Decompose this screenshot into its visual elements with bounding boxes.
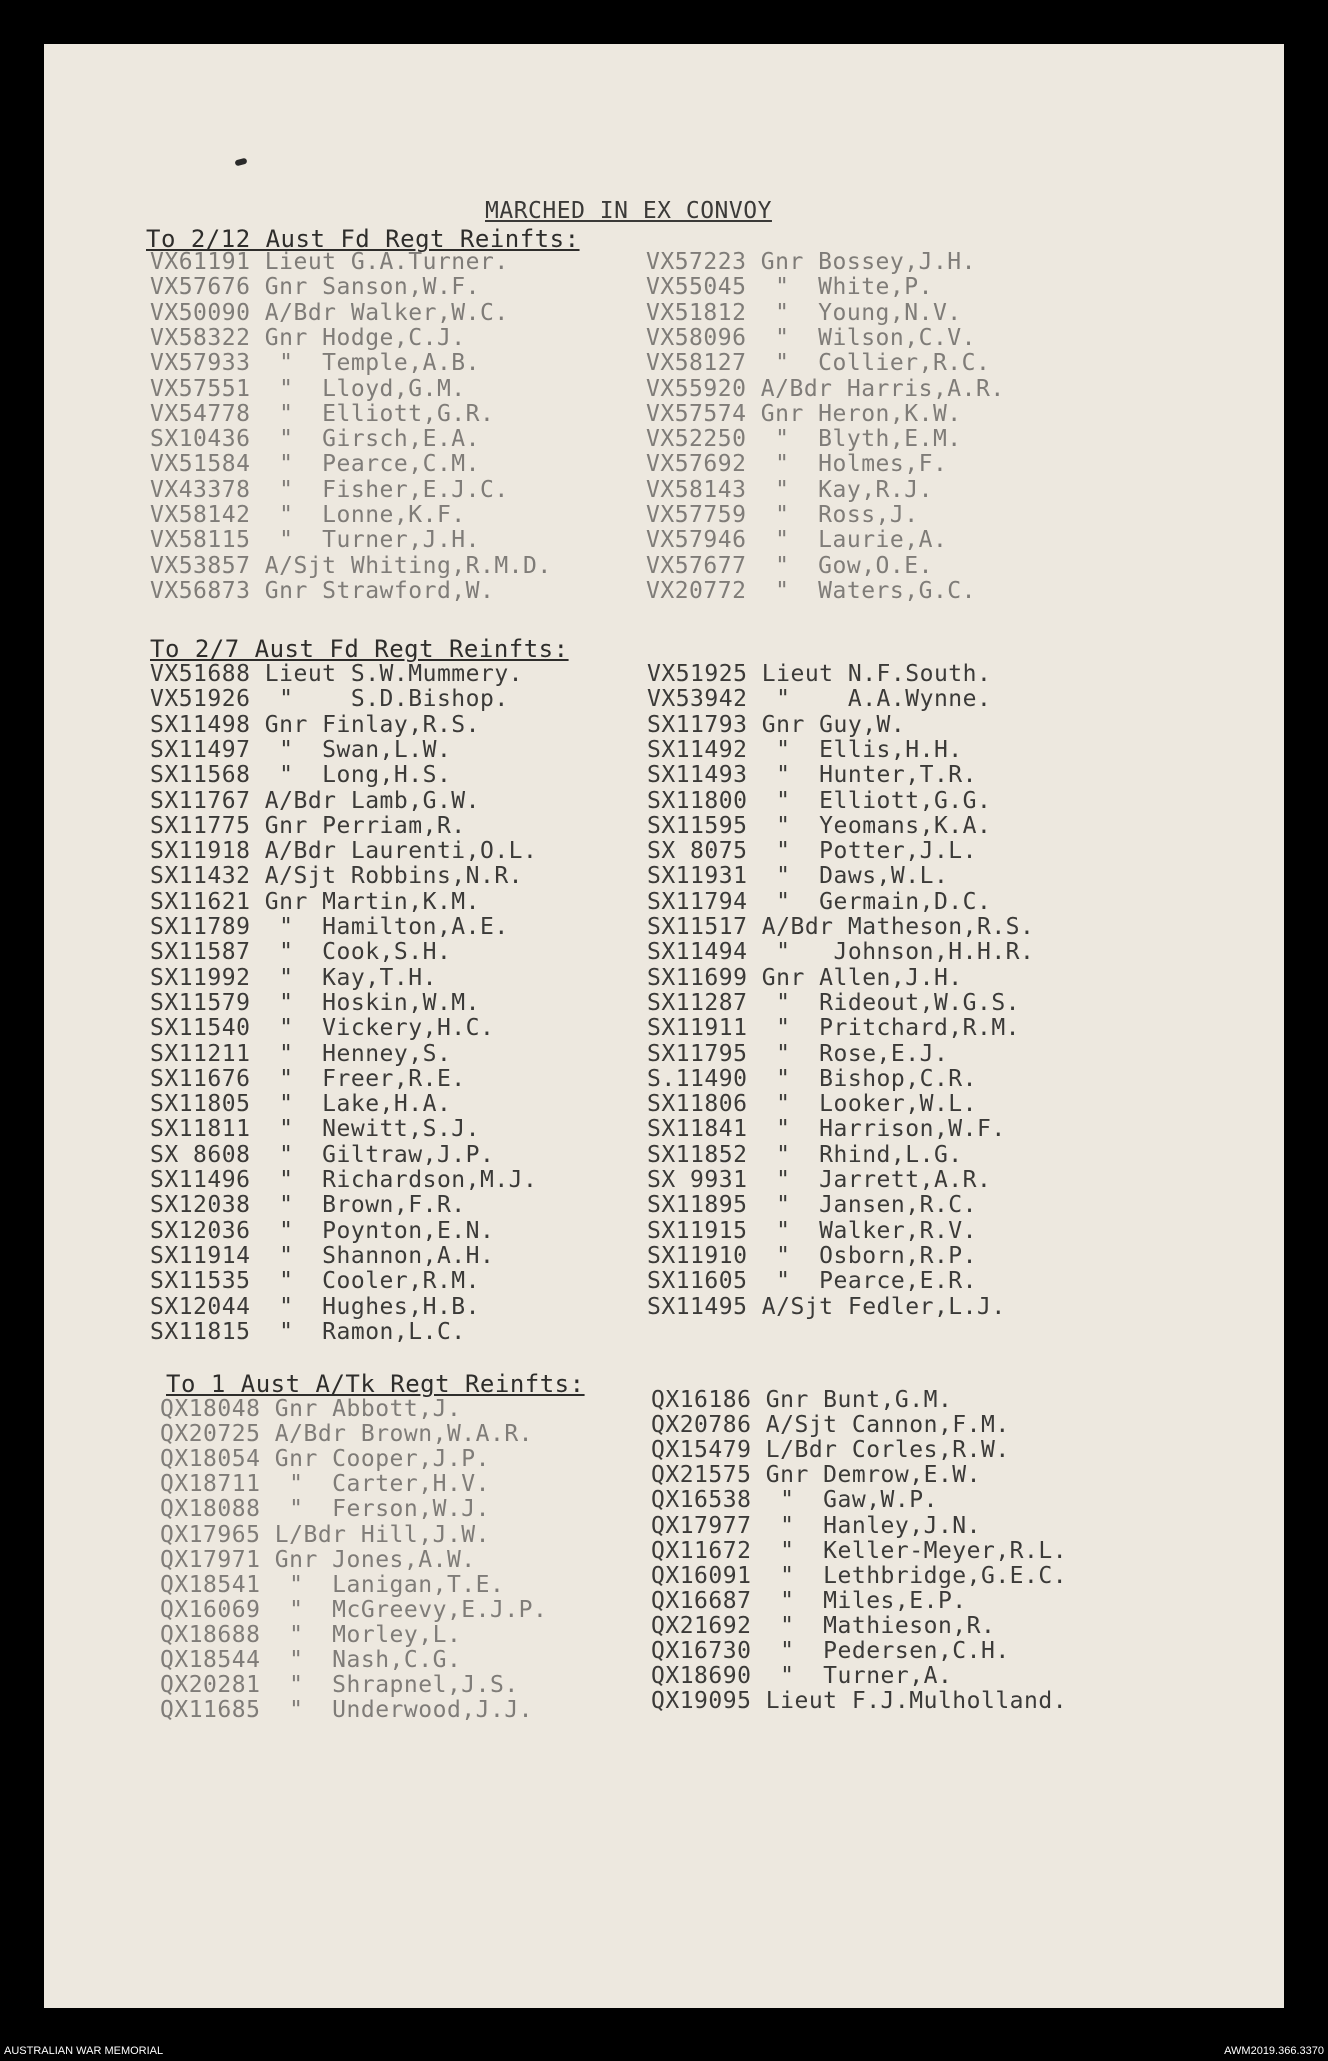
roster-entry: SX 8075 " Potter,J.L. bbox=[647, 838, 977, 865]
footer-bar bbox=[0, 2042, 1328, 2061]
roster-entry: VX57223 Gnr Bossey,J.H. bbox=[646, 249, 976, 275]
roster-entry: SX11767 A/Bdr Lamb,G.W. bbox=[150, 787, 480, 814]
roster-entry: QX18048 Gnr Abbott,J. bbox=[160, 1396, 462, 1422]
roster-entry: QX18544 " Nash,C.G. bbox=[160, 1647, 462, 1673]
roster-entry: SX11895 " Jansen,R.C. bbox=[647, 1192, 977, 1219]
roster-entry: VX52250 " Blyth,E.M. bbox=[646, 426, 962, 453]
roster-entry: SX11699 Gnr Allen,J.H. bbox=[647, 964, 963, 991]
roster-entry: QX18054 Gnr Cooper,J.P. bbox=[160, 1446, 490, 1473]
roster-entry: VX55045 " White,P. bbox=[646, 274, 933, 301]
roster-entry: VX57677 " Gow,O.E. bbox=[646, 552, 933, 579]
roster-entry: SX11914 " Shannon,A.H. bbox=[150, 1242, 495, 1269]
roster-entry: QX18690 " Turner,A. bbox=[651, 1663, 953, 1690]
roster-entry: VX51688 Lieut S.W.Mummery. bbox=[150, 661, 524, 687]
roster-entry: SX11211 " Henney,S. bbox=[150, 1040, 452, 1067]
roster-entry: SX11595 " Yeomans,K.A. bbox=[647, 812, 992, 839]
roster-entry: QX16730 " Pedersen,C.H. bbox=[651, 1638, 1010, 1664]
roster-entry: QX16538 " Gaw,W.P. bbox=[651, 1487, 938, 1514]
roster-entry: VX55920 A/Bdr Harris,A.R. bbox=[646, 375, 1005, 402]
roster-entry: QX21575 Gnr Demrow,E.W. bbox=[651, 1462, 981, 1489]
roster-entry: VX51584 " Pearce,C.M. bbox=[150, 451, 480, 478]
roster-entry: SX11540 " Vickery,H.C. bbox=[150, 1015, 495, 1042]
roster-entry: QX15479 L/Bdr Corles,R.W. bbox=[651, 1437, 1010, 1464]
footer-source: AUSTRALIAN WAR MEMORIAL bbox=[4, 2045, 164, 2057]
roster-entry: SX11493 " Hunter,T.R. bbox=[647, 762, 977, 789]
roster-entry: VX51926 " S.D.Bishop. bbox=[150, 686, 509, 713]
roster-entry: SX11605 " Pearce,E.R. bbox=[647, 1268, 977, 1295]
roster-entry: SX11492 " Ellis,H.H. bbox=[647, 736, 963, 763]
roster-entry: VX57692 " Holmes,F. bbox=[646, 451, 948, 478]
roster-entry: SX11535 " Cooler,R.M. bbox=[150, 1268, 480, 1295]
roster-entry: SX11805 " Lake,H.A. bbox=[150, 1091, 452, 1118]
roster-entry: SX11794 " Germain,D.C. bbox=[647, 888, 992, 915]
roster-entry: SX11915 " Walker,R.V. bbox=[647, 1217, 977, 1244]
roster-entry: VX58142 " Lonne,K.F. bbox=[150, 502, 466, 528]
roster-entry: QX19095 Lieut F.J.Mulholland. bbox=[651, 1688, 1068, 1715]
roster-entry: SX11931 " Daws,W.L. bbox=[647, 863, 949, 890]
roster-entry: SX11579 " Hoskin,W.M. bbox=[150, 989, 480, 1016]
roster-entry: SX11621 Gnr Martin,K.M. bbox=[150, 888, 480, 915]
roster-entry: SX11793 Gnr Guy,W. bbox=[647, 711, 906, 738]
roster-entry: SX10436 " Girsch,E.A. bbox=[150, 426, 480, 453]
roster-entry: SX12038 " Brown,F.R. bbox=[150, 1192, 466, 1219]
roster-entry: VX58322 Gnr Hodge,C.J. bbox=[150, 324, 466, 351]
ink-mark bbox=[234, 158, 247, 167]
footer-accession: AWM2019.366.3370 bbox=[1224, 2045, 1324, 2057]
roster-entry: SX11789 " Hamilton,A.E. bbox=[150, 914, 509, 940]
roster-entry: VX57551 " Lloyd,G.M. bbox=[150, 375, 466, 402]
roster-entry: SX11498 Gnr Finlay,R.S. bbox=[150, 711, 480, 738]
roster-entry: VX51925 Lieut N.F.South. bbox=[647, 661, 992, 687]
roster-entry: SX11775 Gnr Perriam,R. bbox=[150, 812, 466, 839]
roster-entry: SX 9931 " Jarrett,A.R. bbox=[647, 1167, 992, 1193]
roster-entry: VX58115 " Turner,J.H. bbox=[150, 527, 480, 554]
roster-entry: SX11432 A/Sjt Robbins,N.R. bbox=[150, 863, 524, 890]
roster-entry: QX16069 " McGreevy,E.J.P. bbox=[160, 1596, 548, 1623]
roster-entry: QX11672 " Keller-Meyer,R.L. bbox=[651, 1537, 1068, 1564]
roster-entry: QX20281 " Shrapnel,J.S. bbox=[160, 1672, 519, 1699]
roster-entry: QX21692 " Mathieson,R. bbox=[651, 1612, 996, 1639]
roster-entry: QX18711 " Carter,H.V. bbox=[160, 1471, 490, 1498]
roster-entry: QX17971 Gnr Jones,A.W. bbox=[160, 1546, 476, 1573]
roster-entry: QX18088 " Ferson,W.J. bbox=[160, 1496, 490, 1523]
roster-entry: QX18541 " Lanigan,T.E. bbox=[160, 1571, 505, 1598]
roster-entry: VX57676 Gnr Sanson,W.F. bbox=[150, 274, 480, 301]
roster-entry: SX11800 " Elliott,G.G. bbox=[647, 787, 992, 814]
roster-entry: QX20725 A/Bdr Brown,W.A.R. bbox=[160, 1421, 534, 1448]
roster-entry: VX56873 Gnr Strawford,W. bbox=[150, 577, 495, 604]
roster-entry: QX16186 Gnr Bunt,G.M. bbox=[651, 1387, 953, 1413]
roster-entry: SX11852 " Rhind,L.G. bbox=[647, 1141, 963, 1168]
roster-entry: SX12036 " Poynton,E.N. bbox=[150, 1217, 495, 1244]
roster-entry: QX16687 " Miles,E.P. bbox=[651, 1587, 967, 1614]
roster-entry: SX11841 " Harrison,W.F. bbox=[647, 1116, 1006, 1143]
section-heading: To 2/12 Aust Fd Regt Reinfts: bbox=[146, 225, 580, 253]
roster-entry: SX12044 " Hughes,H.B. bbox=[150, 1293, 480, 1320]
roster-entry: VX20772 " Waters,G.C. bbox=[646, 577, 976, 604]
roster-entry: VX54778 " Elliott,G.R. bbox=[150, 400, 495, 427]
roster-entry: VX58096 " Wilson,C.V. bbox=[646, 324, 976, 351]
roster-entry: VX43378 " Fisher,E.J.C. bbox=[150, 476, 509, 503]
roster-entry: SX11795 " Rose,E.J. bbox=[647, 1040, 949, 1067]
roster-entry: VX58143 " Kay,R.J. bbox=[646, 476, 933, 503]
roster-entry: SX11587 " Cook,S.H. bbox=[150, 939, 452, 966]
roster-entry: VX57574 Gnr Heron,K.W. bbox=[646, 400, 962, 427]
roster-entry: SX 8608 " Giltraw,J.P. bbox=[150, 1141, 495, 1168]
roster-entry: VX61191 Lieut G.A.Turner. bbox=[150, 249, 509, 275]
roster-entry: SX11287 " Rideout,W.G.S. bbox=[647, 989, 1021, 1016]
roster-entry: VX57946 " Laurie,A. bbox=[646, 527, 948, 554]
roster-entry: SX11811 " Newitt,S.J. bbox=[150, 1116, 480, 1143]
roster-entry: SX11910 " Osborn,R.P. bbox=[647, 1242, 977, 1269]
roster-entry: VX53857 A/Sjt Whiting,R.M.D. bbox=[150, 552, 552, 579]
roster-entry: VX50090 A/Bdr Walker,W.C. bbox=[150, 299, 509, 326]
roster-entry: SX11806 " Looker,W.L. bbox=[647, 1091, 977, 1118]
roster-entry: S.11490 " Bishop,C.R. bbox=[647, 1065, 977, 1092]
roster-entry: SX11497 " Swan,L.W. bbox=[150, 736, 452, 763]
roster-entry: SX11911 " Pritchard,R.M. bbox=[647, 1015, 1021, 1042]
roster-entry: QX18688 " Morley,L. bbox=[160, 1621, 462, 1648]
roster-entry: VX57759 " Ross,J. bbox=[646, 502, 919, 528]
roster-entry: QX17977 " Hanley,J.N. bbox=[651, 1512, 981, 1539]
roster-entry: QX11685 " Underwood,J.J. bbox=[160, 1697, 534, 1724]
roster-entry: QX17965 L/Bdr Hill,J.W. bbox=[160, 1521, 490, 1548]
roster-entry: SX11992 " Kay,T.H. bbox=[150, 964, 437, 991]
section-heading: To 1 Aust A/Tk Regt Reinfts: bbox=[166, 1370, 585, 1398]
roster-entry: QX20786 A/Sjt Cannon,F.M. bbox=[651, 1412, 1010, 1439]
roster-entry: SX11495 A/Sjt Fedler,L.J. bbox=[647, 1293, 1006, 1320]
section-heading: To 2/7 Aust Fd Regt Reinfts: bbox=[150, 635, 569, 663]
roster-entry: VX53942 " A.A.Wynne. bbox=[647, 686, 992, 713]
roster-entry: SX11517 A/Bdr Matheson,R.S. bbox=[647, 914, 1035, 940]
roster-entry: SX11676 " Freer,R.E. bbox=[150, 1065, 466, 1092]
roster-entry: SX11494 " Johnson,H.H.R. bbox=[647, 939, 1035, 966]
roster-entry: VX58127 " Collier,R.C. bbox=[646, 350, 991, 377]
roster-entry: QX16091 " Lethbridge,G.E.C. bbox=[651, 1562, 1068, 1589]
roster-entry: SX11918 A/Bdr Laurenti,O.L. bbox=[150, 838, 538, 865]
page-title: MARCHED IN EX CONVOY bbox=[485, 198, 772, 224]
document-page bbox=[44, 44, 1284, 2008]
roster-entry: SX11568 " Long,H.S. bbox=[150, 762, 452, 789]
roster-entry: SX11815 " Ramon,L.C. bbox=[150, 1318, 466, 1345]
roster-entry: SX11496 " Richardson,M.J. bbox=[150, 1167, 538, 1193]
roster-entry: VX51812 " Young,N.V. bbox=[646, 299, 962, 326]
roster-entry: VX57933 " Temple,A.B. bbox=[150, 350, 480, 377]
